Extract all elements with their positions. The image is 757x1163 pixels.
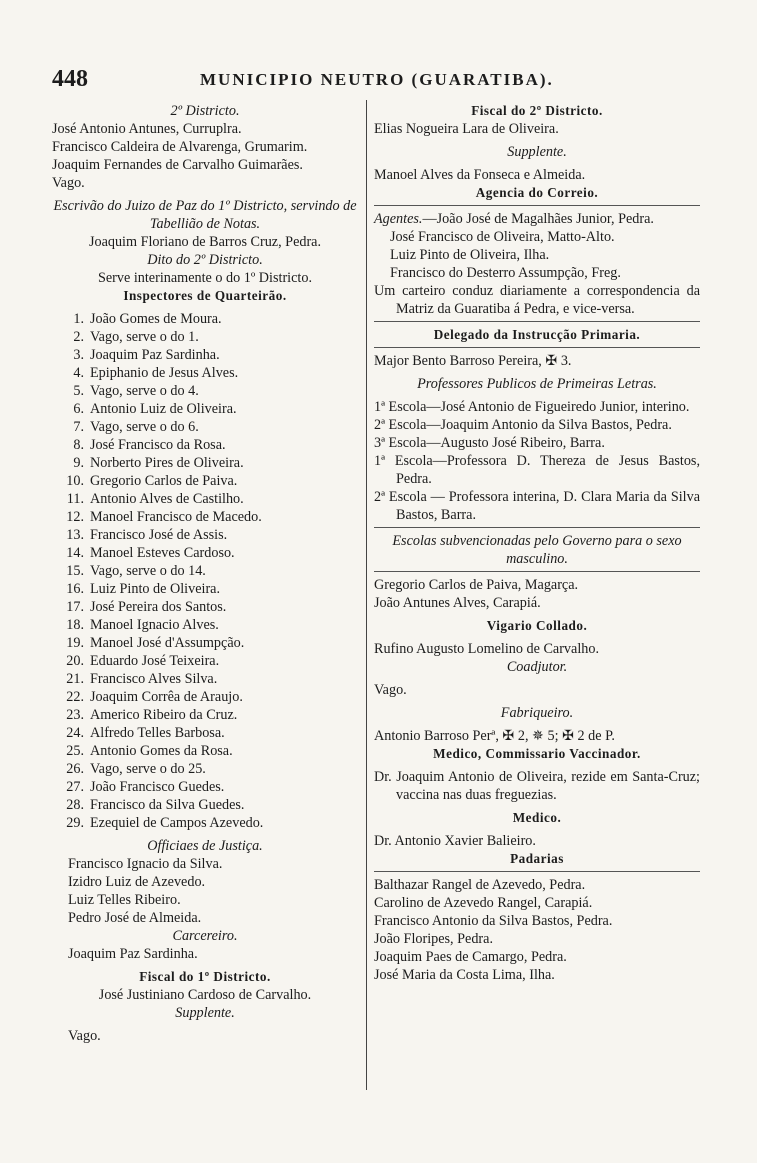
district2-heading: 2º Districto. xyxy=(170,103,240,119)
vigario-name: Rufino Augusto Lomelino de Carvalho. xyxy=(374,641,600,657)
padarias-heading: Padarias xyxy=(510,851,564,866)
section-rule xyxy=(374,347,700,348)
section-rule xyxy=(374,527,700,528)
list-item: Luiz Telles Ribeiro. xyxy=(68,892,181,908)
list-item: 1ª Escola—José Antonio de Figueiredo Junior, interino. xyxy=(374,399,690,415)
list-item: 5. Vago, serve o do 4. xyxy=(73,383,199,399)
list-item: 8. José Francisco da Rosa. xyxy=(73,437,226,453)
medico-heading: Medico. xyxy=(512,810,562,825)
list-item: 14. Manoel Esteves Cardoso. xyxy=(66,545,235,561)
list-item: 25. Antonio Gomes da Rosa. xyxy=(66,743,233,759)
section-rule xyxy=(374,571,700,572)
list-item: 29. Ezequiel de Campos Azevedo. xyxy=(66,815,264,831)
list-item: 28. Francisco da Silva Guedes. xyxy=(66,797,245,813)
list-item: 7. Vago, serve o do 6. xyxy=(73,419,199,435)
dito-heading: Dito do 2º Districto. xyxy=(147,252,263,268)
list-item: 2ª Escola—Joaquim Antonio da Silva Bastos, Pedra. xyxy=(374,417,672,433)
list-item: 19. Manoel José d'Assumpção. xyxy=(66,635,245,651)
supplente-name: Manoel Alves da Fonseca e Almeida. xyxy=(374,167,586,183)
column-divider xyxy=(366,100,367,1090)
list-item: Francisco Antonio da Silva Bastos, Pedra. xyxy=(374,913,613,929)
vigario-heading: Vigario Collado. xyxy=(486,618,588,633)
coadjutor-heading: Coadjutor. xyxy=(506,659,568,675)
fabriqueiro-heading: Fabriqueiro. xyxy=(500,705,574,721)
supplente-heading: Supplente. xyxy=(175,1005,235,1021)
list-item: 10. Gregorio Carlos de Paiva. xyxy=(66,473,238,489)
d2-line: Vago. xyxy=(52,175,85,191)
section-rule xyxy=(374,205,700,206)
list-item: Francisco Ignacio da Silva. xyxy=(68,856,223,872)
medico-comm-text: Dr. Joaquim Antonio de Oliveira, rezide em Santa-Cruz; vaccina nas duas freguezias. xyxy=(374,769,700,803)
list-item: Balthazar Rangel de Azevedo, Pedra. xyxy=(374,877,586,893)
supplente-name: Vago. xyxy=(68,1028,101,1044)
list-item: 17. José Pereira dos Santos. xyxy=(66,599,227,615)
list-item: Carolino de Azevedo Rangel, Carapiá. xyxy=(374,895,593,911)
fiscal2-name: Elias Nogueira Lara de Oliveira. xyxy=(374,121,559,137)
list-item: 4. Epiphanio de Jesus Alves. xyxy=(73,365,239,381)
fabriqueiro-name: Antonio Barroso Perª, ✠ 2, ✵ 5; ✠ 2 de P. xyxy=(374,728,615,744)
agentes-label: Agentes. xyxy=(374,211,423,227)
list-item: 16. Luiz Pinto de Oliveira. xyxy=(66,581,221,597)
supplente-heading: Supplente. xyxy=(507,144,567,160)
list-item: 11. Antonio Alves de Castilho. xyxy=(66,491,244,507)
inspectores-list xyxy=(52,310,358,832)
list-item: José Francisco de Oliveira, Matto-Alto. xyxy=(390,229,615,245)
carcereiro-name: Joaquim Paz Sardinha. xyxy=(68,946,198,962)
list-item: 26. Vago, serve o do 25. xyxy=(66,761,206,777)
professores-heading: Professores Publicos de Primeiras Letras. xyxy=(417,376,657,392)
list-item: 9. Norberto Pires de Oliveira. xyxy=(73,455,244,471)
list-item: João Floripes, Pedra. xyxy=(374,931,494,947)
list-item: 12. Manoel Francisco de Macedo. xyxy=(66,509,262,525)
carteiro-text: Um carteiro conduz diariamente a correspondencia da Matriz da Guaratiba á Pedra, e vice-versa. xyxy=(374,283,700,317)
page-title: MUNICIPIO NEUTRO (GUARATIBA). xyxy=(200,70,554,89)
list-item: 23. Americo Ribeiro da Cruz. xyxy=(66,707,238,723)
list-item: Joaquim Paes de Camargo, Pedra. xyxy=(374,949,567,965)
delegado-name: Major Bento Barroso Pereira, ✠ 3. xyxy=(374,353,572,369)
correio-heading: Agencia do Correio. xyxy=(475,185,599,200)
list-item: 27. João Francisco Guedes. xyxy=(66,779,225,795)
list-item: 15. Vago, serve o do 14. xyxy=(66,563,206,579)
list-item: 3. Joaquim Paz Sardinha. xyxy=(73,347,220,363)
subvencionadas-heading: Escolas subvencionadas pelo Governo para o sexo masculino. xyxy=(392,533,682,567)
d2-line: Francisco Caldeira de Alvarenga, Grumarim. xyxy=(52,139,308,155)
agentes-first: —João José de Magalhães Junior, Pedra. xyxy=(422,211,654,227)
d2-line: Joaquim Fernandes de Carvalho Guimarães. xyxy=(52,157,303,173)
list-item: 20. Eduardo José Teixeira. xyxy=(66,653,220,669)
inspectores-heading: Inspectores de Quarteirão. xyxy=(123,288,287,303)
list-item: 2ª Escola — Professora interina, D. Clara Maria da Silva Bastos, Barra. xyxy=(374,489,700,523)
list-item: 3ª Escola—Augusto José Ribeiro, Barra. xyxy=(374,435,605,451)
section-rule xyxy=(374,321,700,322)
list-item: 21. Francisco Alves Silva. xyxy=(66,671,218,687)
officiaes-heading: Officiaes de Justiça. xyxy=(147,838,263,854)
fiscal1-heading: Fiscal do 1º Districto. xyxy=(139,969,271,984)
page-header xyxy=(52,66,692,96)
fiscal1-name: José Justiniano Cardoso de Carvalho. xyxy=(98,987,312,1003)
coadjutor-name: Vago. xyxy=(374,682,407,698)
left-column xyxy=(52,102,358,1045)
list-item: Gregorio Carlos de Paiva, Magarça. xyxy=(374,577,579,593)
escrivao-name: Joaquim Floriano de Barros Cruz, Pedra. xyxy=(88,234,322,250)
page-number: 448 xyxy=(52,66,88,92)
list-item: João Antunes Alves, Carapiá. xyxy=(374,595,541,611)
fiscal2-heading: Fiscal do 2º Districto. xyxy=(471,103,603,118)
list-item: Pedro José de Almeida. xyxy=(68,910,202,926)
right-column xyxy=(374,102,700,984)
list-item: Luiz Pinto de Oliveira, Ilha. xyxy=(390,247,550,263)
escrivao-heading: Escrivão do Juizo de Paz do 1º Districto, servindo de Tabellião de Notas. xyxy=(53,198,357,232)
medico-comm-heading: Medico, Commissario Vaccinador. xyxy=(433,746,641,761)
list-item: 1. João Gomes de Moura. xyxy=(73,311,222,327)
agentes-line xyxy=(374,210,700,228)
d2-line: José Antonio Antunes, Curruplra. xyxy=(52,121,242,137)
list-item: 2. Vago, serve o do 1. xyxy=(73,329,199,345)
list-item: 13. Francisco José de Assis. xyxy=(66,527,228,543)
list-item: 6. Antonio Luiz de Oliveira. xyxy=(73,401,237,417)
section-rule xyxy=(374,871,700,872)
dito-text: Serve interinamente o do 1º Districto. xyxy=(97,270,312,286)
medico-name: Dr. Antonio Xavier Balieiro. xyxy=(374,833,536,849)
list-item: José Maria da Costa Lima, Ilha. xyxy=(374,967,555,983)
list-item: 18. Manoel Ignacio Alves. xyxy=(66,617,219,633)
list-item: 1ª Escola—Professora D. Thereza de Jesus Bastos, Pedra. xyxy=(374,453,700,487)
delegado-heading: Delegado da Instrucção Primaria. xyxy=(433,327,641,342)
list-item: Izidro Luiz de Azevedo. xyxy=(68,874,206,890)
list-item: 24. Alfredo Telles Barbosa. xyxy=(66,725,225,741)
list-item: 22. Joaquim Corrêa de Araujo. xyxy=(66,689,243,705)
list-item: Francisco do Desterro Assumpção, Freg. xyxy=(390,265,621,281)
carcereiro-heading: Carcereiro. xyxy=(172,928,238,944)
